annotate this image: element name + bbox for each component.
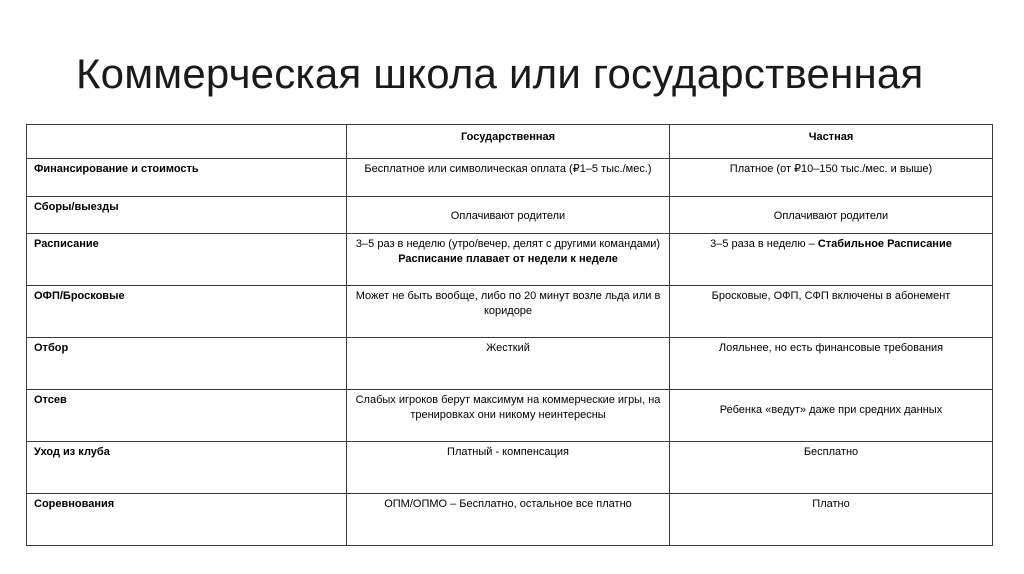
table-row bbox=[27, 442, 993, 494]
comparison-table bbox=[26, 124, 993, 546]
table-header-row bbox=[27, 125, 993, 159]
cell-private-financing: Платное (от ₽10–150 тыс./мес. и выше) bbox=[670, 159, 993, 197]
cell-gov-fees bbox=[347, 197, 670, 234]
table-row bbox=[27, 159, 993, 197]
cell-gov-schedule-text: 3–5 раз в неделю (утро/вечер, делят с другими командами) bbox=[355, 238, 661, 250]
cell-gov-ofp: Может не быть вообще, либо по 20 минут возле льда или в коридоре bbox=[347, 286, 670, 338]
row-label-financing: Финансирование и стоимость bbox=[27, 159, 347, 197]
header-gov: Государственная bbox=[347, 125, 670, 159]
cell-private-dropout-text: Ребенка «ведут» даже при средних данных bbox=[719, 404, 943, 416]
cell-gov-schedule bbox=[347, 234, 670, 286]
row-label-leaving: Уход из клуба bbox=[27, 442, 347, 494]
table-row bbox=[27, 390, 993, 442]
header-private: Частная bbox=[670, 125, 993, 159]
cell-private-selection: Лояльнее, но есть финансовые требования bbox=[670, 338, 993, 390]
table-row bbox=[27, 234, 993, 286]
cell-private-competitions: Платно bbox=[670, 494, 993, 546]
row-label-dropout: Отсев bbox=[27, 390, 347, 442]
cell-gov-leaving: Платный - компенсация bbox=[347, 442, 670, 494]
row-label-schedule: Расписание bbox=[27, 234, 347, 286]
cell-private-schedule-bold: Стабильное Расписание bbox=[817, 238, 952, 250]
row-label-fees: Сборы/выезды bbox=[27, 197, 347, 234]
cell-gov-dropout: Слабых игроков берут максимум на коммерческие игры, на тренировках они никому неинтересны bbox=[347, 390, 670, 442]
cell-gov-financing: Бесплатное или символическая оплата (₽1–5 тыс./мес.) bbox=[347, 159, 670, 197]
header-empty-cell bbox=[27, 125, 347, 159]
row-label-selection: Отбор bbox=[27, 338, 347, 390]
cell-private-leaving: Бесплатно bbox=[670, 442, 993, 494]
row-label-competitions: Соревнования bbox=[27, 494, 347, 546]
cell-private-schedule bbox=[670, 234, 993, 286]
cell-private-ofp: Бросковые, ОФП, СФП включены в абонемент bbox=[670, 286, 993, 338]
cell-private-dropout bbox=[670, 390, 993, 442]
slide-title: Коммерческая школа или государственная bbox=[76, 50, 924, 97]
cell-gov-selection: Жесткий bbox=[347, 338, 670, 390]
table-row bbox=[27, 494, 993, 546]
cell-private-schedule-text: 3–5 раза в неделю – bbox=[710, 238, 818, 250]
cell-private-fees-text: Оплачивают родители bbox=[773, 210, 889, 222]
table-row bbox=[27, 338, 993, 390]
cell-gov-competitions: ОПМ/ОПМО – Бесплатно, остальное все платно bbox=[347, 494, 670, 546]
table-row bbox=[27, 197, 993, 234]
table-row bbox=[27, 286, 993, 338]
cell-private-fees bbox=[670, 197, 993, 234]
cell-gov-schedule-bold: Расписание плавает от недели к неделе bbox=[398, 253, 618, 265]
cell-gov-fees-text: Оплачивают родители bbox=[450, 210, 566, 222]
row-label-ofp: ОФП/Бросковые bbox=[27, 286, 347, 338]
